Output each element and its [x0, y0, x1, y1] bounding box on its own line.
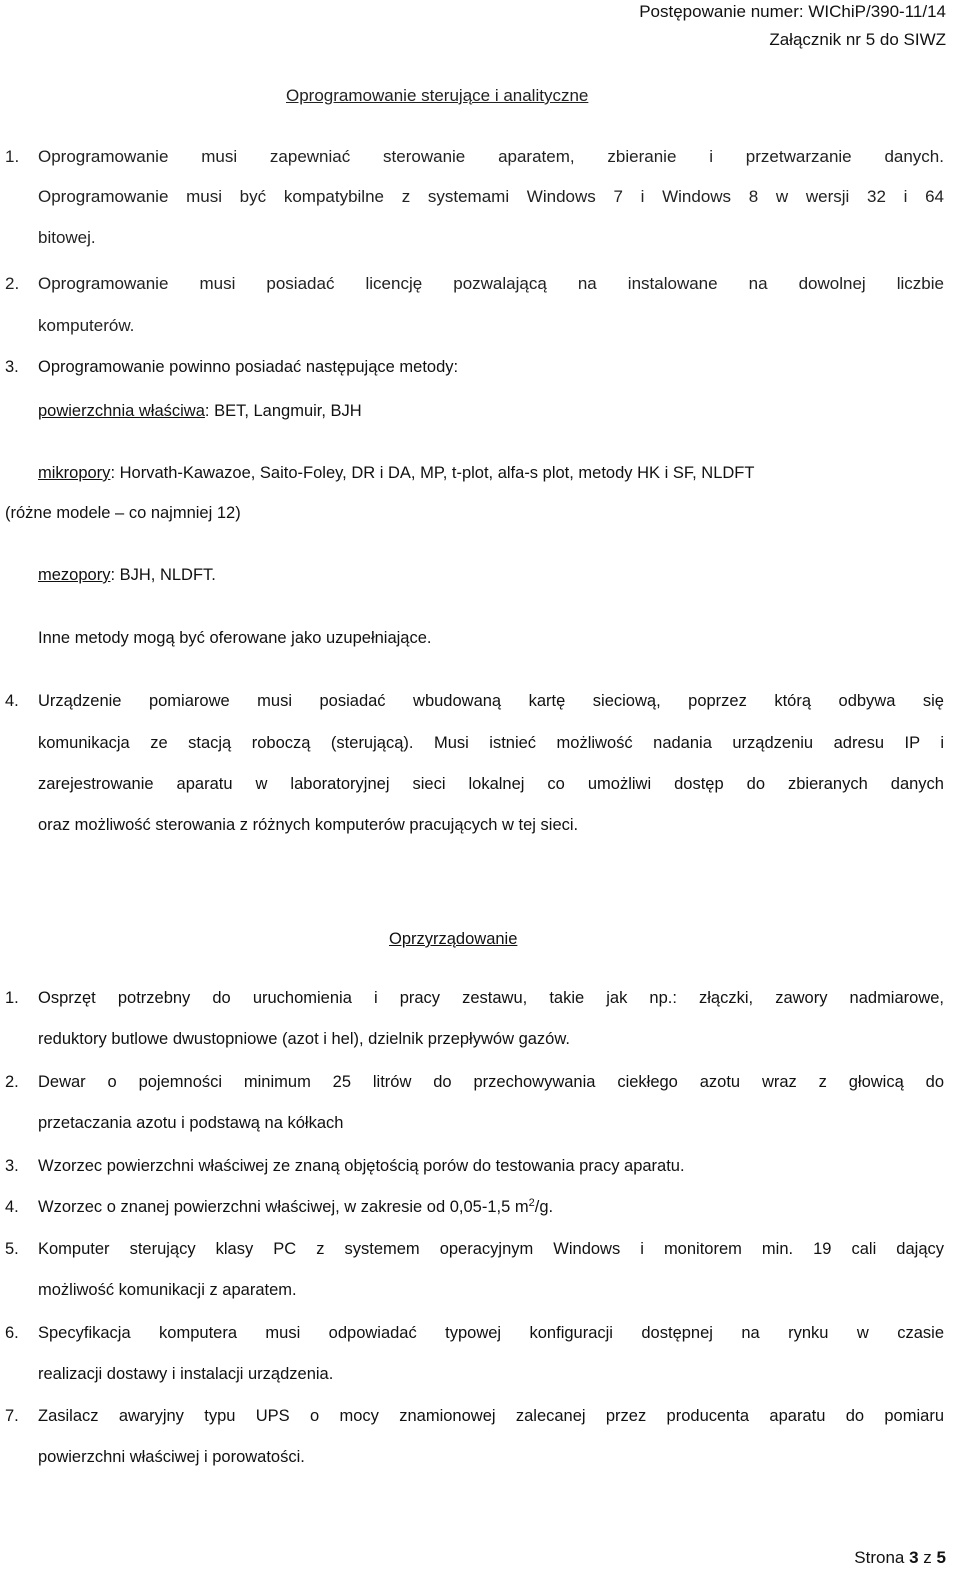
- item-line: Oprogramowanie musi posiadać licencję pozwalającą na instalowane na dowolnej liczbie: [38, 274, 944, 293]
- method-label: mezopory: [38, 566, 111, 584]
- item-number: 2.: [5, 1073, 19, 1091]
- other-methods-note: Inne metody mogą być oferowane jako uzupełniające.: [38, 629, 432, 647]
- method-value: : BET, Langmuir, BJH: [204, 402, 362, 420]
- item-line: Oprogramowanie musi być kompatybilne z systemami Windows 7 i Windows 8 w wersji 32 i 64: [38, 187, 944, 206]
- item-line: Osprzęt potrzebny do uruchomienia i pracy zestawu, takie jak np.: złączki, zawory nadmiarowe,: [38, 989, 944, 1007]
- item-number: 2.: [5, 274, 20, 293]
- item-line: realizacji dostawy i instalacji urządzenia.: [38, 1365, 334, 1383]
- method-value: : BJH, NLDFT.: [110, 566, 216, 584]
- item-line: powierzchni właściwej i porowatości.: [38, 1448, 305, 1466]
- method-mesopores: [38, 566, 216, 585]
- item-line: bitowej.: [38, 228, 96, 247]
- page-footer: [854, 1548, 946, 1568]
- item-text: /g.: [534, 1198, 554, 1216]
- procedure-number: Postępowanie numer: WIChiP/390-11/14: [639, 2, 946, 21]
- item-line: zarejestrowanie aparatu w laboratoryjnej sieci lokalnej co umożliwi dostęp do zbieranych danych: [38, 775, 944, 793]
- item-number: 5.: [5, 1240, 19, 1258]
- method-value: : Horvath-Kawazoe, Saito-Foley, DR i DA, MP, t-plot, alfa-s plot, metody HK i SF, NLDFT: [110, 464, 755, 482]
- item-number: 7.: [5, 1407, 19, 1425]
- item-line: możliwość komunikacji z aparatem.: [38, 1281, 297, 1299]
- footer-middle: z: [918, 1548, 937, 1567]
- item-number: 4.: [5, 692, 19, 710]
- section-title-equipment: Oprzyrządowanie: [389, 930, 518, 948]
- section-title-software: Oprogramowanie sterujące i analityczne: [286, 86, 589, 105]
- item-number: 4.: [5, 1198, 19, 1216]
- superscript: 2: [528, 1197, 535, 1209]
- item-number: 1.: [5, 989, 19, 1007]
- method-label: powierzchnia właściwa: [38, 402, 205, 420]
- method-micropores-continued: (różne modele – co najmniej 12): [5, 504, 241, 522]
- item-number: 3.: [5, 1157, 19, 1175]
- item-line: Wzorzec powierzchni właściwej ze znaną objętością porów do testowania pracy aparatu.: [38, 1157, 685, 1175]
- page-total: 5: [936, 1548, 946, 1567]
- item-line: oraz możliwość sterowania z różnych komputerów pracujących w tej sieci.: [38, 816, 579, 834]
- item-line: Zasilacz awaryjny typu UPS o mocy znamionowej zalecanej przez producenta aparatu do pomiaru: [38, 1407, 944, 1425]
- item-line: komputerów.: [38, 316, 135, 335]
- method-surface: [38, 402, 362, 421]
- method-label: mikropory: [38, 464, 111, 482]
- item-number: 6.: [5, 1324, 19, 1342]
- item-line: komunikacja ze stacją roboczą (sterującą). Musi istnieć możliwość nadania urządzeniu adresu IP i: [38, 734, 944, 752]
- item-line: Urządzenie pomiarowe musi posiadać wbudowaną kartę sieciową, poprzez którą odbywa się: [38, 692, 944, 710]
- item-line: Dewar o pojemności minimum 25 litrów do przechowywania ciekłego azotu wraz z głowicą do: [38, 1073, 944, 1091]
- item-line: Oprogramowanie powinno posiadać następujące metody:: [38, 358, 459, 376]
- page-number: 3: [909, 1548, 919, 1567]
- item-line: przetaczania azotu i podstawą na kółkach: [38, 1114, 344, 1132]
- item-number: 1.: [5, 147, 20, 166]
- item-line: [38, 1198, 553, 1217]
- item-line: Oprogramowanie musi zapewniać sterowanie aparatem, zbieranie i przetwarzanie danych.: [38, 147, 944, 166]
- item-number: 3.: [5, 358, 19, 376]
- footer-prefix: Strona: [854, 1548, 910, 1567]
- item-line: reduktory butlowe dwustopniowe (azot i hel), dzielnik przepływów gazów.: [38, 1030, 570, 1048]
- item-line: Specyfikacja komputera musi odpowiadać typowej konfiguracji dostępnej na rynku w czasie: [38, 1324, 944, 1342]
- item-line: Komputer sterujący klasy PC z systemem operacyjnym Windows i monitorem min. 19 cali dający: [38, 1240, 944, 1258]
- attachment-label: Załącznik nr 5 do SIWZ: [769, 30, 946, 49]
- method-micropores: [38, 464, 754, 483]
- item-text: Wzorzec o znanej powierzchni właściwej, w zakresie od 0,05-1,5 m: [38, 1198, 529, 1216]
